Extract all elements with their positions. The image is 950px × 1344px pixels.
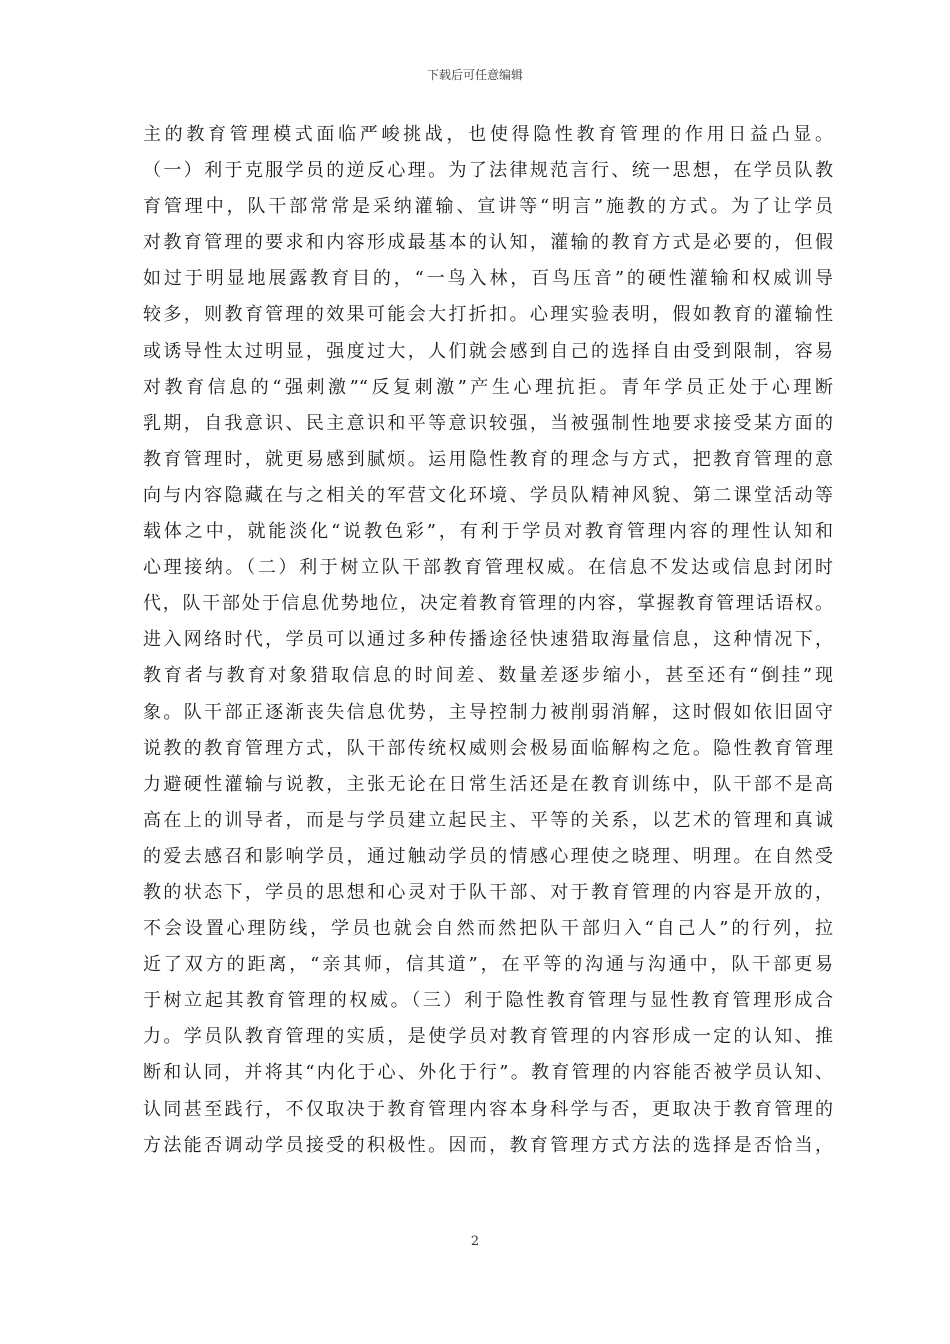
text-line: 的爱去感召和影响学员，通过触动学员的情感心理使之晓理、明理。在自然受	[143, 845, 833, 867]
text-line: 于树立起其教育管理的权威。（三）利于隐性教育管理与显性教育管理形成合	[143, 990, 833, 1012]
text-line: 代，队干部处于信息优势地位，决定着教育管理的内容，掌握教育管理话语权。	[143, 593, 833, 615]
text-line: 高在上的训导者，而是与学员建立起民主、平等的关系，以艺术的管理和真诚	[143, 809, 833, 831]
text-line: 载体之中，就能淡化“说教色彩”，有利于学员对教育管理内容的理性认知和	[143, 521, 833, 543]
text-line: 对教育管理的要求和内容形成最基本的认知，灌输的教育方式是必要的，但假	[143, 232, 833, 254]
text-line: 对教育信息的“强刺激”“反复刺激”产生心理抗拒。青年学员正处于心理断	[143, 376, 833, 398]
text-line: 教育者与教育对象猎取信息的时间差、数量差逐步缩小，甚至还有“倒挂”现	[143, 665, 833, 687]
text-line: 不会设置心理防线，学员也就会自然而然把队干部归入“自己人”的行列，拉	[143, 918, 833, 940]
page-number: 2	[470, 1234, 480, 1249]
text-line: 或诱导性太过明显，强度过大，人们就会感到自己的选择自由受到限制，容易	[143, 340, 833, 362]
text-line: 心理接纳。（二）利于树立队干部教育管理权威。在信息不发达或信息封闭时	[143, 557, 833, 579]
text-line: 认同甚至践行，不仅取决于教育管理内容本身科学与否，更取决于教育管理的	[143, 1098, 833, 1120]
body-text	[143, 117, 833, 1164]
text-line: 力避硬性灌输与说教，主张无论在日常生活还是在教育训练中，队干部不是高	[143, 773, 833, 795]
page-header: 下载后可任意编辑	[426, 68, 523, 82]
text-line: （一）利于克服学员的逆反心理。为了法律规范言行、统一思想，在学员队教	[143, 160, 833, 182]
text-line: 说教的教育管理方式，队干部传统权威则会极易面临解构之危。隐性教育管理	[143, 737, 833, 759]
text-line: 教的状态下，学员的思想和心灵对于队干部、对于教育管理的内容是开放的，	[143, 881, 833, 903]
text-line: 乳期，自我意识、民主意识和平等意识较强，当被强制性地要求接受某方面的	[143, 412, 833, 434]
text-line: 主的教育管理模式面临严峻挑战，也使得隐性教育管理的作用日益凸显。	[143, 124, 833, 145]
text-line: 进入网络时代，学员可以通过多种传播途径快速猎取海量信息，这种情况下，	[143, 629, 833, 651]
text-line: 断和认同，并将其“内化于心、外化于行”。教育管理的内容能否被学员认知、	[143, 1062, 833, 1084]
text-line: 象。队干部正逐渐丧失信息优势，主导控制力被削弱消解，这时假如依旧固守	[143, 701, 833, 723]
text-line: 如过于明显地展露教育目的，“一鸟入林，百鸟压音”的硬性灌输和权威训导	[143, 268, 833, 290]
text-line: 育管理中，队干部常常是采纳灌输、宣讲等“明言”施教的方式。为了让学员	[143, 196, 833, 218]
text-line: 较多，则教育管理的效果可能会大打折扣。心理实验表明，假如教育的灌输性	[143, 304, 833, 326]
text-line: 力。学员队教育管理的实质，是使学员对教育管理的内容形成一定的认知、推	[143, 1026, 833, 1048]
text-line: 近了双方的距离，“亲其师，信其道”，在平等的沟通与沟通中，队干部更易	[143, 954, 833, 976]
text-line: 教育管理时，就更易感到腻烦。运用隐性教育的理念与方式，把教育管理的意	[143, 448, 833, 470]
text-line: 方法能否调动学员接受的积极性。因而，教育管理方式方法的选择是否恰当，	[143, 1134, 833, 1156]
text-line: 向与内容隐藏在与之相关的军营文化环境、学员队精神风貌、第二课堂活动等	[143, 484, 833, 506]
